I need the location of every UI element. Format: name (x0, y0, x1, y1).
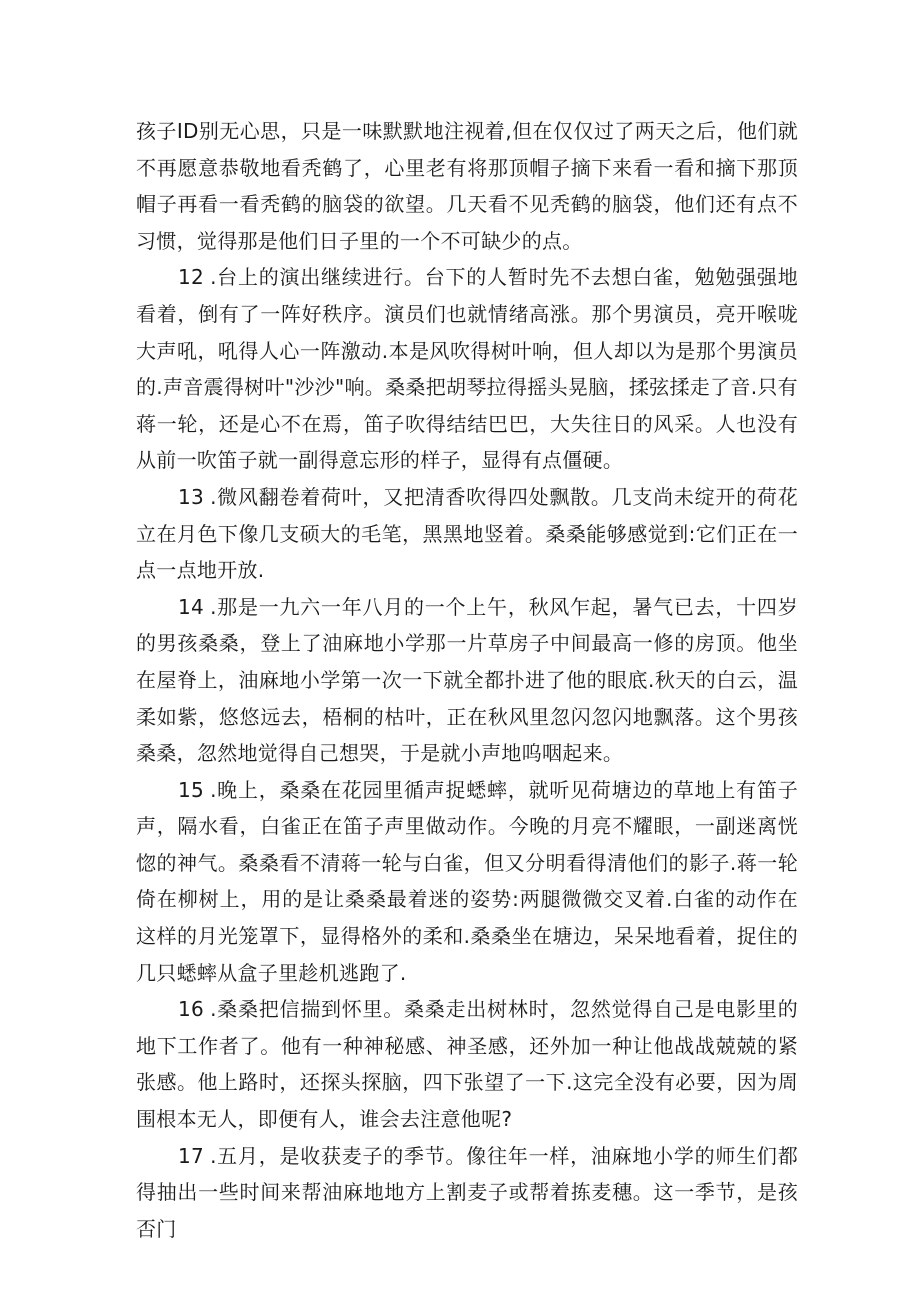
paragraph-text: .晚上，桑桑在花园里循声捉蟋蟀，就听见荷塘边的草地上有笛子声，隔水看，白雀正在笛子声里做动作。今晚的月亮不耀眼，一副迷离恍惚的神气。桑桑看不清蒋一轮与白雀，但又分明看得清他们的影子.蒋一轮倚在柳树上，用的是让桑桑最着迷的姿势:两腿微微交叉着.白雀的动作在这样的月光笼罩下，显得格外的柔和.桑桑坐在塘边，呆呆地看着，捉住的几只蟋蟀从盒子里趁机逃跑了. (136, 777, 798, 985)
paragraph-text: .台上的演出继续进行。台下的人暂时先不去想白雀，勉勉强强地看着，倒有了一阵好秩序。演员们也就情绪高涨。那个男演员，亮开喉咙大声吼，吼得人心一阵激动.本是风吹得树叶响，但人却以为是那个男演员的.声音震得树叶"沙沙"响。桑桑把胡琴拉得摇头晃脑，揉弦揉走了音.只有蒋一轮，还是心不在焉，笛子吹得结结巴巴，大失往日的风采。人也没有从前一吹笛子就一副得意忘形的样子，显得有点僵硬。 (136, 265, 798, 473)
paragraph-12 (136, 259, 798, 479)
paragraph-number: 13 (178, 484, 205, 509)
paragraph-text: 孩子ID别无心思，只是一味默默地注视着,但在仅仅过了两天之后，他们就不再愿意恭敬地看秃鹤了，心里老有将那顶帽子摘下来看一看和摘下那顶帽子再看一看秃鹤的脑袋的欲望。几天看不见秃鹤的脑袋，他们还有点不习惯，觉得那是他们日子里的一个不可缺少的点。 (136, 119, 798, 253)
paragraph-13 (136, 479, 798, 589)
paragraph-continued (136, 113, 798, 259)
paragraph-text: .桑桑把信揣到怀里。桑桑走出树林时，忽然觉得自己是电影里的地下工作者了。他有一种神秘感、神圣感，还外加一种让他战战兢兢的紧张感。他上路时，还探头探脑，四下张望了一下.这完全没有必要，因为周围根本无人，即便有人，谁会去注意他呢? (136, 997, 798, 1132)
paragraph-16 (136, 991, 798, 1137)
paragraph-17 (136, 1138, 798, 1248)
paragraph-number: 14 (178, 594, 205, 619)
paragraph-text: .五月，是收获麦子的季节。像往年一样，油麻地小学的师生们都得抽出一些时间来帮油麻地地方上割麦子或帮着拣麦穗。这一季节，是孩否门 (136, 1143, 798, 1241)
paragraph-number: 16 (178, 997, 205, 1022)
paragraph-text: .微风翻卷着荷叶，又把清香吹得四处飘散。几支尚未绽开的荷花立在月色下像几支硕大的毛笔，黑黑地竖着。桑桑能够感觉到:它们正在一点一点地开放. (136, 484, 798, 583)
document-body (136, 113, 798, 1247)
paragraph-number: 12 (178, 265, 205, 290)
paragraph-15 (136, 772, 798, 992)
paragraph-text: .那是一九六一年八月的一个上午，秋风乍起，暑气已去，十四岁的男孩桑桑，登上了油麻地小学那一片草房子中间最高一修的房顶。他坐在屋脊上，油麻地小学第一次一下就全都扑进了他的眼底.秋天的白云，温柔如紫，悠悠远去，梧桐的枯叶，正在秋风里忽闪忽闪地飘落。这个男孩桑桑，忽然地觉得自己想哭，于是就小声地呜咽起来。 (136, 594, 798, 766)
paragraph-number: 15 (178, 777, 205, 802)
paragraph-14 (136, 589, 798, 772)
paragraph-number: 17 (178, 1143, 205, 1168)
